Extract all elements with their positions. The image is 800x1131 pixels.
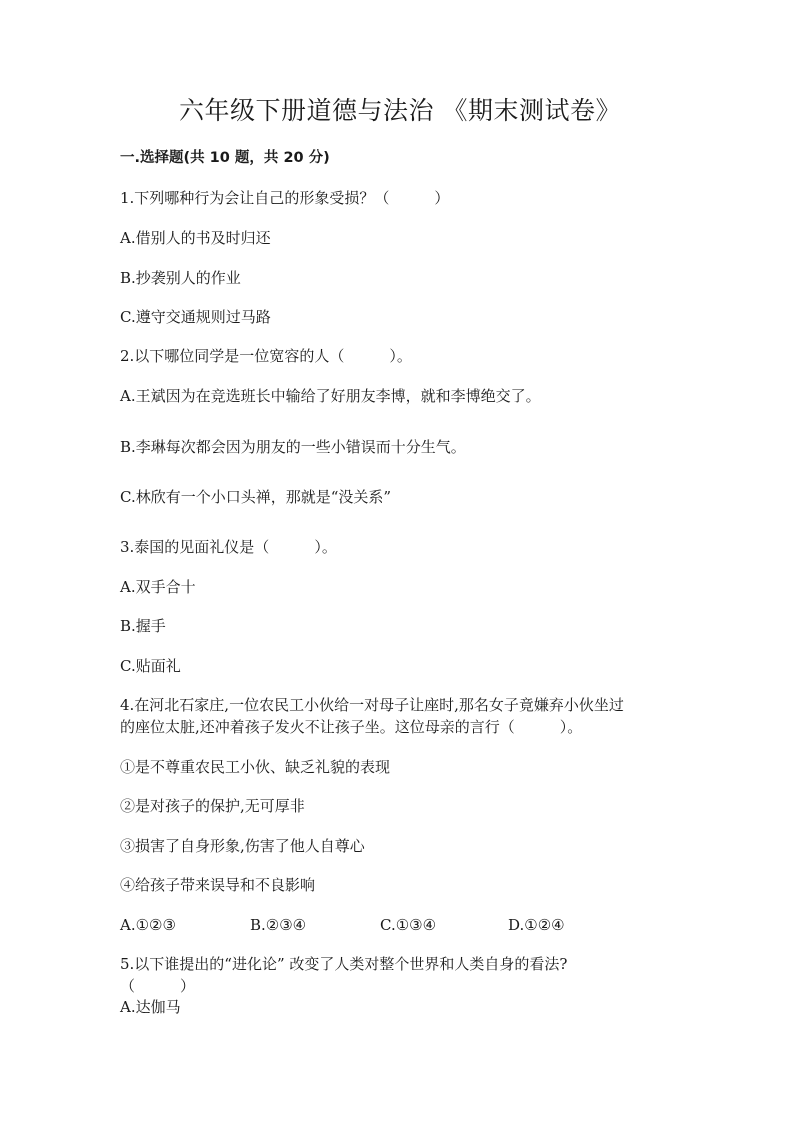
question-4-stem-line-1: 4.在河北石家庄,一位农民工小伙给一对母子让座时,那名女子竟嫌弃小伙坐过 <box>120 696 624 714</box>
question-5-stem-line-1: 5.以下谁提出的“进化论” 改变了人类对整个世界和人类自身的看法? <box>120 955 568 973</box>
question-4-option-c: C.①③④ <box>380 916 437 934</box>
question-5-stem-line-2: （ ） <box>120 977 196 995</box>
question-4-statement-4: ④给孩子带来误导和不良影响 <box>120 876 316 894</box>
question-2-option-c: C.林欣有一个小口头禅，那就是“没关系” <box>120 488 392 506</box>
question-4-statement-3: ③损害了自身形象,伤害了他人自尊心 <box>120 837 365 855</box>
question-1-option-a: A.借别人的书及时归还 <box>120 229 271 247</box>
question-4-stem-line-2: 的座位太脏,还冲着孩子发火不让孩子坐。这位母亲的言行（ ）。 <box>120 718 583 736</box>
question-2-option-a: A.王斌因为在竞选班长中输给了好朋友李博，就和李博绝交了。 <box>120 387 541 405</box>
question-2-stem: 2.以下哪位同学是一位宽容的人（ ）。 <box>120 347 412 365</box>
question-3-stem: 3.泰国的见面礼仪是（ ）。 <box>120 538 337 556</box>
question-1-option-c: C.遵守交通规则过马路 <box>120 308 271 326</box>
question-5-option-a: A.达伽马 <box>120 998 181 1016</box>
question-3-option-b: B.握手 <box>120 617 166 635</box>
question-1-stem: 1.下列哪种行为会让自己的形象受损？（ ） <box>120 189 450 207</box>
question-3-option-c: C.贴面礼 <box>120 657 181 675</box>
question-4-statement-2: ②是对孩子的保护,无可厚非 <box>120 797 305 815</box>
question-4-statement-1: ①是不尊重农民工小伙、缺乏礼貌的表现 <box>120 758 391 776</box>
question-1-option-b: B.抄袭别人的作业 <box>120 269 241 287</box>
question-4-option-b: B.②③④ <box>250 916 307 934</box>
question-4-option-d: D.①②④ <box>508 916 565 934</box>
question-4-option-a: A.①②③ <box>120 916 176 934</box>
section-heading: 一.选择题(共 10 题，共 20 分) <box>120 150 330 166</box>
exam-title: 六年级下册道德与法治 《期末测试卷》 <box>179 96 621 125</box>
question-2-option-b: B.李琳每次都会因为朋友的一些小错误而十分生气。 <box>120 438 466 456</box>
question-3-option-a: A.双手合十 <box>120 578 196 596</box>
